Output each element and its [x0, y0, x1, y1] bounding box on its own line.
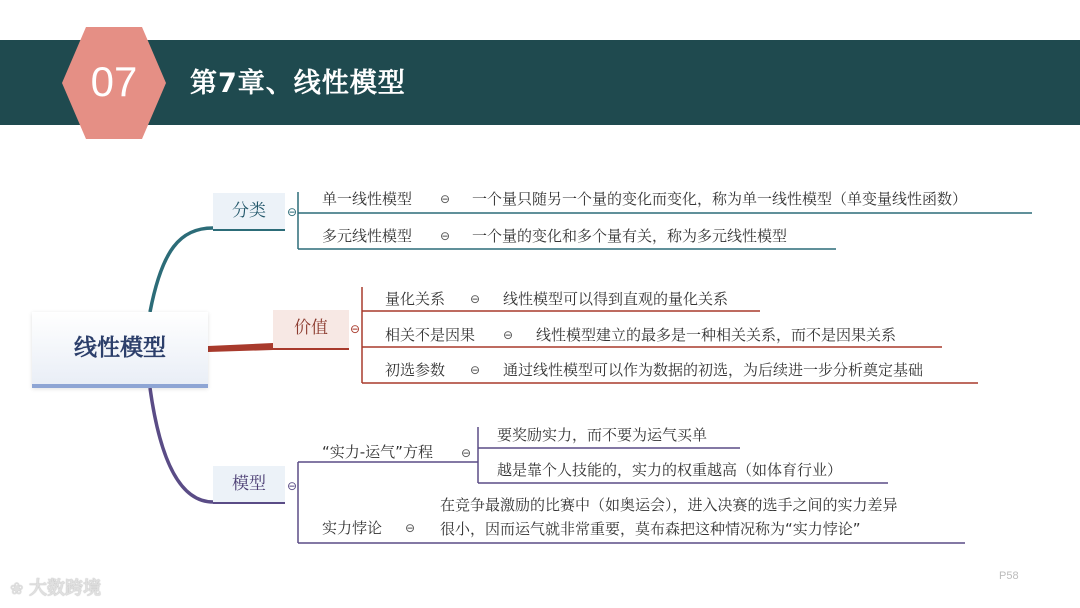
branch-value[interactable]: 价值: [273, 310, 349, 350]
node-initial-screening[interactable]: 初选参数: [385, 361, 446, 379]
collapse-icon[interactable]: ⊖: [461, 446, 472, 460]
collapse-icon[interactable]: ⊖: [287, 479, 298, 493]
detail-reward-skill: 要奖励实力，而不要为运气买单: [497, 426, 708, 444]
detail-correlation-not-causation: 线性模型建立的最多是一种相关关系，而不是因果关系: [536, 326, 897, 344]
node-paradox-of-skill[interactable]: 实力悖论: [322, 519, 383, 537]
detail-paradox-line-2: 很小，因而运气就非常重要，莫布森把这种情况称为“实力悖论”: [440, 520, 861, 538]
collapse-icon[interactable]: ⊖: [470, 292, 481, 306]
connector-value: [208, 343, 273, 352]
collapse-icon[interactable]: ⊖: [405, 521, 416, 535]
chapter-number: 07: [90, 58, 138, 105]
watermark-icon: ❀: [10, 579, 29, 598]
node-quantified-relation[interactable]: 量化关系: [385, 290, 446, 308]
node-single-linear[interactable]: 单一线性模型: [322, 190, 413, 208]
detail-single-linear: 一个量只随另一个量的变化而变化，称为单一线性模型（单变量线性函数）: [472, 190, 968, 208]
chapter-title: 第7章、线性模型: [190, 68, 406, 99]
watermark-text: 大数跨境: [28, 578, 101, 599]
node-correlation-not-causation[interactable]: 相关不是因果: [385, 326, 476, 344]
node-skill-luck-equation[interactable]: “实力-运气”方程: [322, 443, 433, 461]
collapse-icon[interactable]: ⊖: [350, 322, 361, 336]
collapse-icon[interactable]: ⊖: [503, 328, 514, 342]
detail-quantified-relation: 线性模型可以得到直观的量化关系: [503, 290, 729, 308]
branch-model[interactable]: 模型: [213, 466, 285, 504]
detail-skill-weight: 越是靠个人技能的，实力的权重越高（如体育行业）: [497, 461, 843, 479]
collapse-icon[interactable]: ⊖: [440, 229, 451, 243]
node-multi-linear[interactable]: 多元线性模型: [322, 227, 413, 245]
detail-multi-linear: 一个量的变化和多个量有关，称为多元线性模型: [472, 227, 788, 245]
collapse-icon[interactable]: ⊖: [440, 192, 451, 206]
watermark: [10, 574, 101, 600]
root-node-label: 线性模型: [74, 335, 166, 361]
detail-paradox-line-1: 在竞争最激励的比赛中（如奥运会），进入决赛的选手之间的实力差异: [440, 496, 898, 514]
detail-initial-screening: 通过线性模型可以作为数据的初选，为后续进一步分析奠定基础: [503, 361, 924, 379]
branch-classification[interactable]: 分类: [213, 193, 285, 231]
page-number: P58: [999, 570, 1019, 582]
collapse-icon[interactable]: ⊖: [287, 205, 298, 219]
connector-model: [150, 388, 213, 502]
collapse-icon[interactable]: ⊖: [470, 363, 481, 377]
connector-classification: [150, 228, 213, 312]
